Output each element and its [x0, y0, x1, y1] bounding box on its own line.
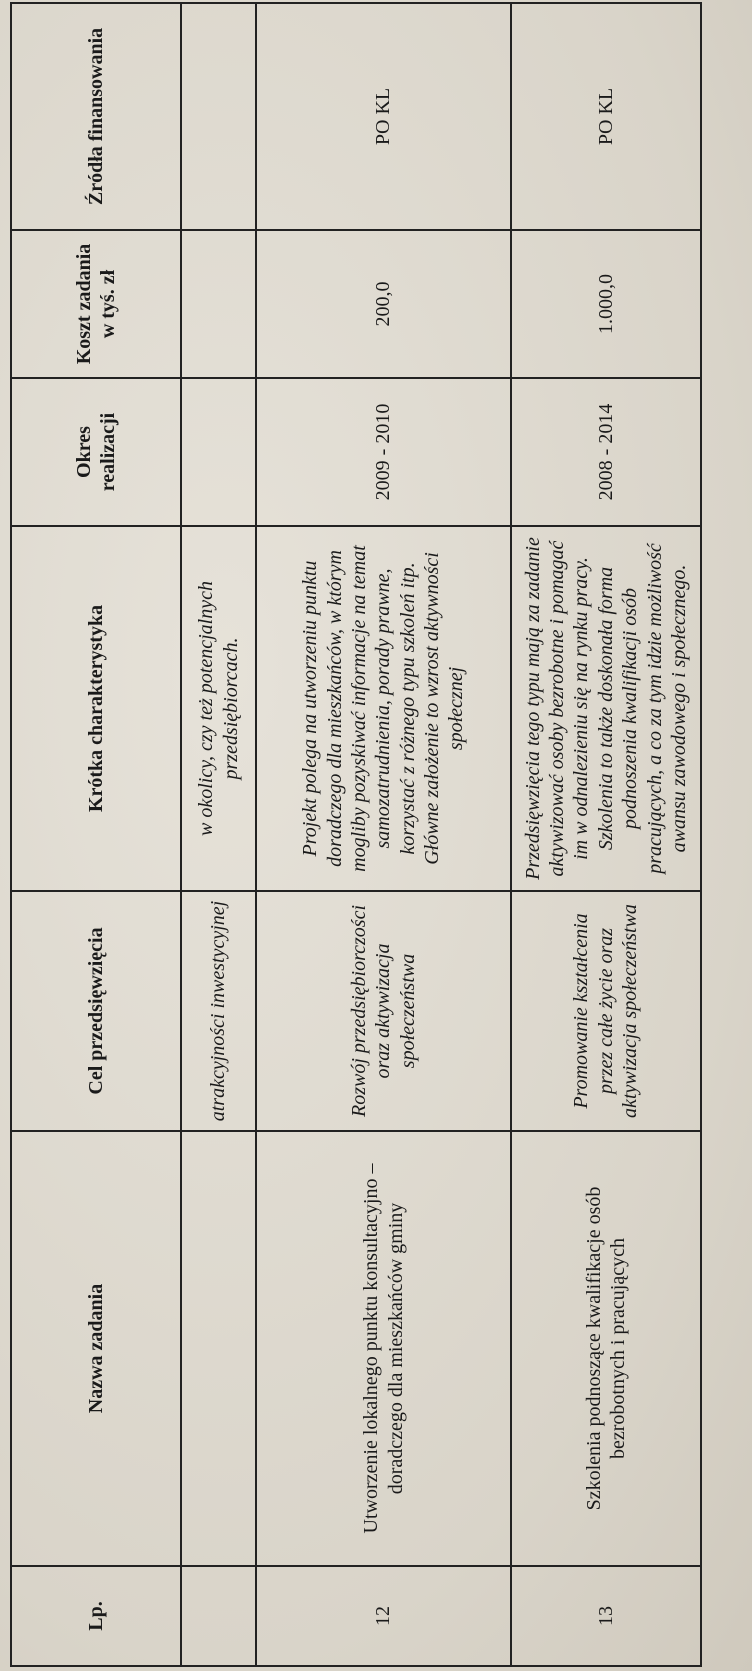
header-zrodla-finansowania: Źródła finansowania	[11, 3, 181, 230]
cell-okres	[181, 378, 256, 526]
cell-nazwa: Utworzenie lokalnego punktu konsultacyjno – doradczego dla mieszkańców gminy	[256, 1131, 511, 1566]
cell-koszt: 1.000,0	[511, 230, 701, 378]
cell-zrodla	[181, 3, 256, 230]
cell-okres: 2008 - 2014	[511, 378, 701, 526]
cell-koszt: 200,0	[256, 230, 511, 378]
table-row-13	[511, 3, 701, 1666]
cell-zrodla: PO KL	[511, 3, 701, 230]
header-lp: Lp.	[11, 1566, 181, 1666]
cell-koszt	[181, 230, 256, 378]
header-cel-przedsiewziecia: Cel przedsięwzięcia	[11, 891, 181, 1131]
cell-lp: 12	[256, 1566, 511, 1666]
cell-charakterystyka: Przedsięwzięcia tego typu mają za zadanie aktywizować osoby bezrobotne i pomagać im w odnalezieniu się na rynku pracy. Szkolenia to także doskonała forma podnoszenia kwalifikacji osób pracujących, a co za tym idzie możliwość awansu zawodowego i społecznego.	[511, 526, 701, 891]
header-krotka-charakterystyka: Krótka charakterystyka	[11, 526, 181, 891]
header-nazwa-zadania: Nazwa zadania	[11, 1131, 181, 1566]
header-koszt-zadania: Koszt zadania w tyś. zł	[11, 230, 181, 378]
cell-lp	[181, 1566, 256, 1666]
table-row-12	[256, 3, 511, 1666]
cell-nazwa: Szkolenia podnoszące kwalifikacje osób bezrobotnych i pracujących	[511, 1131, 701, 1566]
cell-cel: Rozwój przedsiębiorczości oraz aktywizacja społeczeństwa	[256, 891, 511, 1131]
cell-cel: atrakcyjności inwestycyjnej	[181, 891, 256, 1131]
tasks-table	[10, 2, 702, 1667]
cell-cel: Promowanie kształcenia przez całe życie oraz aktywizacja społeczeństwa	[511, 891, 701, 1131]
cell-charakterystyka: Projekt polega na utworzeniu punktu doradczego dla mieszkańców, w którym mogliby pozyskiwać informacje na temat samozatrudnienia, porady prawne, korzystać z różnego typu szkoleń itp. Główne założenie to wzrost aktywności społecznej	[256, 526, 511, 891]
cell-lp: 13	[511, 1566, 701, 1666]
cell-okres: 2009 - 2010	[256, 378, 511, 526]
cell-charakterystyka: w okolicy, czy też potencjalnych przedsiębiorcach.	[181, 526, 256, 891]
cell-zrodla: PO KL	[256, 3, 511, 230]
rotated-table-container	[10, 4, 700, 1667]
cell-nazwa	[181, 1131, 256, 1566]
table-row-continuation	[181, 3, 256, 1666]
header-row	[11, 3, 181, 1666]
header-okres-realizacji: Okres realizacji	[11, 378, 181, 526]
